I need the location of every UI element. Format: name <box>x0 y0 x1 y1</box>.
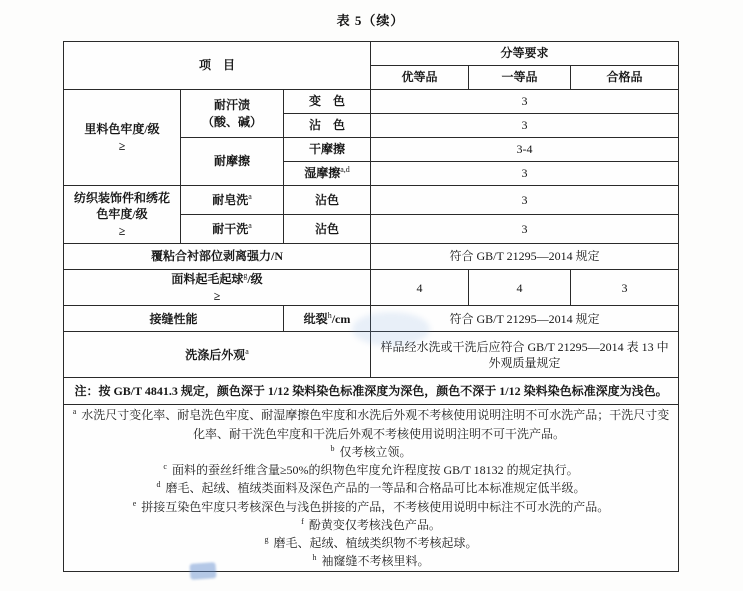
footnote-text: 仅考核立领。 <box>339 444 412 459</box>
footnotes-cell <box>64 405 679 572</box>
footnote-d <box>68 479 674 497</box>
wet-rubbing-cell <box>284 162 371 186</box>
sweat-fastness-label-line2: （酸、碱） <box>201 114 262 129</box>
pilling-label: 面料起毛起球 <box>171 272 244 286</box>
row-label-lining-fastness <box>64 90 181 186</box>
pilling-unit: /级 <box>247 272 263 286</box>
seam-slippage-footnote-ref: h <box>327 310 332 320</box>
after-wash-appearance-cell <box>64 332 371 378</box>
footnotes-row <box>64 405 679 572</box>
footnote-marker: f <box>301 516 304 526</box>
soap-wash-staining-value: 3 <box>371 186 679 215</box>
header-item-cell: 项 目 <box>64 42 371 90</box>
sweat-staining-label: 沾 色 <box>284 114 371 138</box>
footnote-b <box>68 443 674 461</box>
table-row <box>64 332 679 378</box>
footnote-marker: b <box>330 443 335 453</box>
footnote-marker: g <box>264 535 269 545</box>
footnote-text: 袖窿缝不考核里料。 <box>321 554 430 569</box>
wet-rubbing-value: 3 <box>371 162 679 186</box>
seam-slippage-unit: /cm <box>331 311 351 326</box>
after-wash-appearance-label: 洗涤后外观 <box>185 347 246 362</box>
grade-col-header-premium: 优等品 <box>371 66 469 90</box>
footnote-marker: c <box>163 462 167 472</box>
pilling-label-cell <box>64 270 371 306</box>
dry-clean-staining-label: 沾色 <box>284 215 371 244</box>
footnote-text: 酚黄变仅考核浅色产品。 <box>308 517 441 532</box>
sweat-staining-value: 3 <box>371 114 679 138</box>
sweat-color-change-label: 变 色 <box>284 90 371 114</box>
gte-symbol: ≥ <box>118 139 126 153</box>
dry-clean-staining-value: 3 <box>371 215 679 244</box>
lining-fastness-label: 里料色牢度/级 <box>84 121 160 136</box>
soap-wash-cell <box>181 186 284 215</box>
table-note: 注：按 GB/T 4841.3 规定，颜色深于 1/12 染料染色标准深度为深色，颜色不深于 1/12 染料染色标准深度为浅色。 <box>64 378 679 405</box>
pilling-footnote-ref: g <box>243 271 248 280</box>
footnote-marker: d <box>156 480 161 490</box>
footnote-e <box>68 498 674 516</box>
soap-wash-footnote-ref: a <box>248 191 252 201</box>
decoration-label-line1: 纺织装饰件和绣花 <box>73 190 170 205</box>
sweat-fastness-cell <box>181 90 284 138</box>
dry-rubbing-value: 3-4 <box>371 138 679 162</box>
pilling-value-first: 4 <box>469 270 571 306</box>
sweat-fastness-label-line1: 耐汗渍 <box>213 98 250 113</box>
seam-performance-label: 接缝性能 <box>64 306 284 332</box>
footnote-f <box>68 516 674 534</box>
footnote-marker: a <box>72 407 77 417</box>
gte-symbol: ≥ <box>118 224 126 239</box>
soap-wash-staining-label: 沾色 <box>284 186 371 215</box>
table-row <box>64 306 679 332</box>
wet-rubbing-label: 湿摩擦 <box>304 166 341 181</box>
dry-rubbing-label: 干摩擦 <box>284 138 371 162</box>
table-title: 表 5（续） <box>336 13 405 28</box>
table-row <box>64 186 679 215</box>
wet-rubbing-footnote-ref: a,d <box>340 165 350 175</box>
footnote-text: 磨毛、起绒、植绒类面料及深色产品的一等品和合格品可比本标准规定低半级。 <box>165 481 586 496</box>
dry-clean-cell <box>181 215 284 244</box>
grade-col-header-qualified: 合格品 <box>571 66 679 90</box>
document-page <box>63 10 678 572</box>
dry-clean-label: 耐干洗 <box>212 221 249 236</box>
after-wash-footnote-ref: a <box>245 346 249 356</box>
rubbing-fastness-cell: 耐摩擦 <box>181 138 284 186</box>
grade-col-header-first: 一等品 <box>469 66 571 90</box>
decoration-label-line2: 色牢度/级 <box>96 206 148 221</box>
dry-clean-footnote-ref: a <box>248 220 252 230</box>
footnote-h <box>68 552 674 570</box>
pilling-value-premium: 4 <box>371 270 469 306</box>
table-row <box>64 244 679 270</box>
note-row <box>64 378 679 405</box>
footnote-g <box>68 534 674 552</box>
after-wash-appearance-value: 样品经水洗或干洗后应符合 GB/T 21295—2014 表 13 中外观质量规定 <box>371 332 679 378</box>
footnote-text: 拼接互染色牢度只考核深色与浅色拼接的产品，不考核使用说明中标注不可水洗的产品。 <box>141 499 610 514</box>
pilling-value-qualified: 3 <box>571 270 679 306</box>
header-row-1 <box>64 42 679 66</box>
footnote-a <box>68 406 674 442</box>
footnote-text: 磨毛、起绒、植绒类织物不考核起球。 <box>273 536 478 551</box>
peel-strength-value: 符合 GB/T 21295—2014 规定 <box>371 244 679 270</box>
peel-strength-label: 覆粘合衬部位剥离强力/N <box>64 244 371 270</box>
standard-table <box>63 41 679 572</box>
footnote-c <box>68 461 674 479</box>
seam-slippage-label: 纰裂 <box>303 311 328 326</box>
row-label-decoration-fastness <box>64 186 181 244</box>
soap-wash-label: 耐皂洗 <box>212 192 249 207</box>
footnote-text: 面料的蚕丝纤维含量≥50%的织物色牢度允许程度按 GB/T 18132 的规定执行。 <box>171 463 579 478</box>
table-row <box>64 90 679 114</box>
sweat-color-change-value: 3 <box>371 90 679 114</box>
header-grading-cell: 分等要求 <box>371 42 679 66</box>
seam-performance-value: 符合 GB/T 21295—2014 规定 <box>371 306 679 332</box>
footnote-marker: e <box>132 498 137 508</box>
footnote-marker: h <box>312 553 317 563</box>
gte-symbol: ≥ <box>213 289 221 304</box>
table-row <box>64 270 679 306</box>
seam-slippage-cell <box>284 306 371 332</box>
footnote-text: 水洗尺寸变化率、耐皂洗色牢度、耐湿摩擦色牢度和水洗后外观不考核使用说明注明不可水洗产品；干洗尺寸变化率、耐干洗色牢度和干洗后外观不考核使用说明注明不可干洗产品。 <box>81 408 670 441</box>
